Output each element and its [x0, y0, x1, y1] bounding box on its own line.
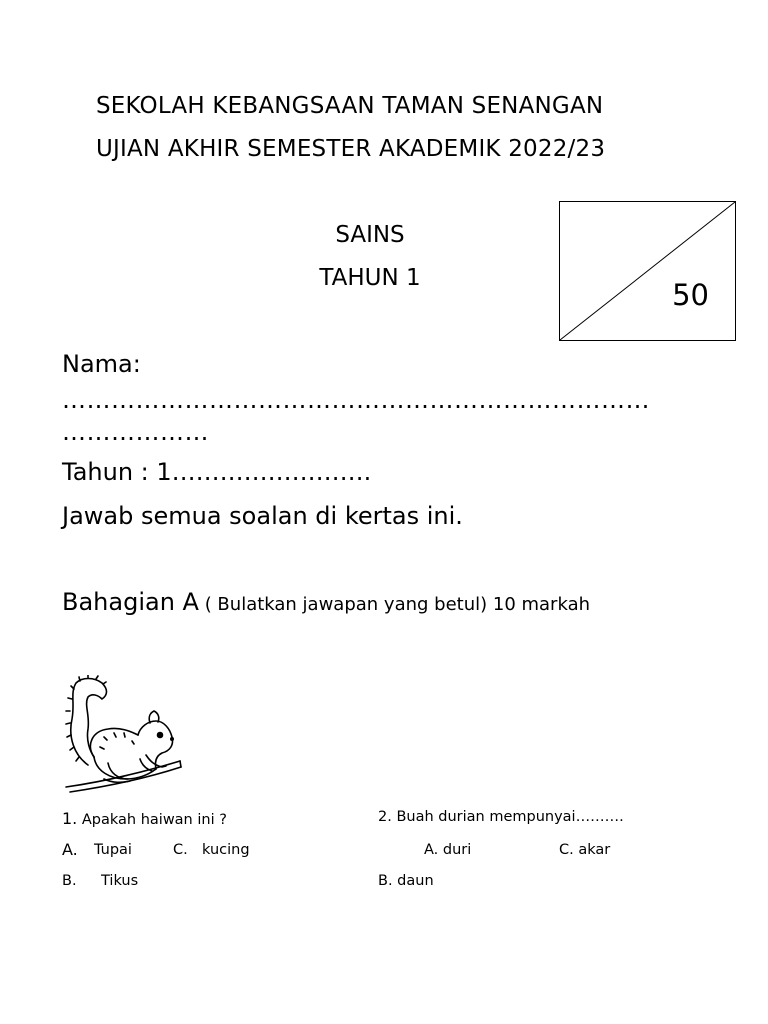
exam-title: UJIAN AKHIR SEMESTER AKADEMIK 2022/23 [96, 136, 606, 162]
name-blank-line: ……………………………………………………………… [62, 386, 650, 414]
question-1-option-b-letter: B. [62, 873, 77, 889]
year-field: Tahun : 1……………………. [62, 458, 372, 486]
question-1-option-b: Tikus [101, 873, 139, 889]
question-1-text [62, 809, 227, 828]
score-box [559, 201, 736, 341]
score-box-diagonal [560, 202, 735, 340]
school-name: SEKOLAH KEBANGSAAN TAMAN SENANGAN [96, 93, 604, 119]
instruction-text: Jawab semua soalan di kertas ini. [62, 502, 463, 530]
question-1-number: 1. [62, 809, 78, 828]
question-1-prompt: Apakah haiwan ini ? [77, 812, 227, 828]
question-1-option-a-letter: A. [62, 840, 78, 859]
squirrel-icon [64, 675, 184, 793]
question-2-option-a: A. duri [424, 842, 472, 858]
score-total: 50 [672, 278, 709, 312]
question-2-text: 2. Buah durian mempunyai………. [378, 809, 624, 825]
subject-year: TAHUN 1 [319, 265, 421, 291]
section-a-heading: Bahagian A [62, 588, 199, 616]
question-2-option-c: C. akar [559, 842, 611, 858]
section-a-note: ( Bulatkan jawapan yang betul) 10 markah [198, 594, 591, 615]
subject-name: SAINS [335, 222, 405, 248]
name-blank-line-continued: ……………… [62, 418, 209, 446]
question-1-option-c-letter: C. [173, 842, 188, 858]
section-a-title [62, 588, 590, 616]
name-label: Nama: [62, 350, 141, 378]
question-1-option-a: Tupai [94, 842, 132, 858]
question-2-option-b: B. daun [378, 873, 434, 889]
question-1-option-c: kucing [202, 842, 250, 858]
